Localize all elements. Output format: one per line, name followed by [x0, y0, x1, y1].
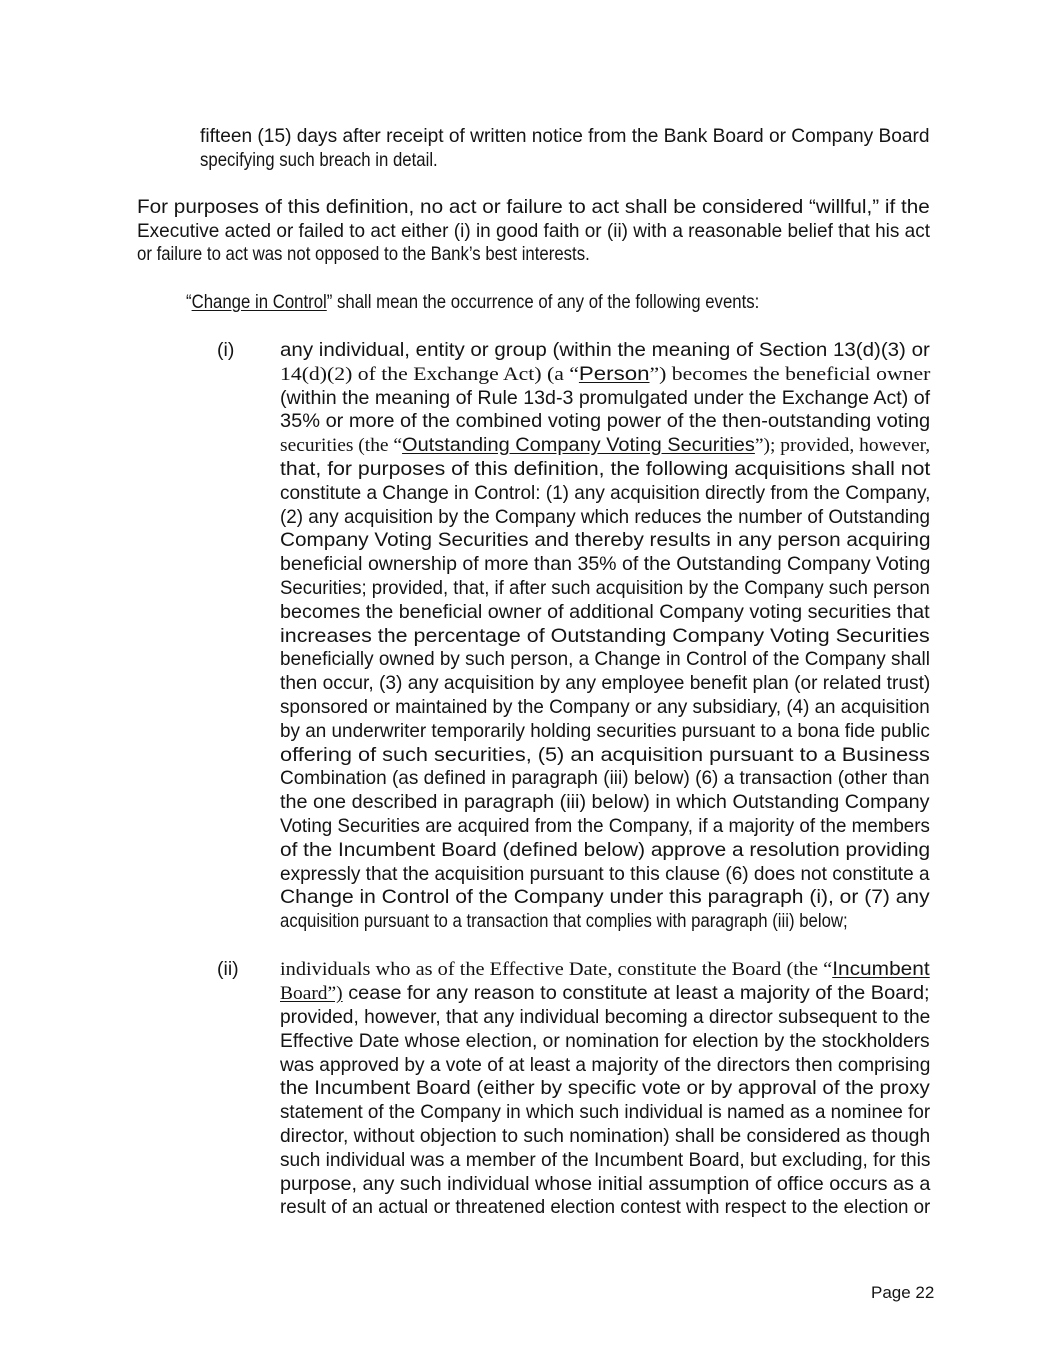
text-line: sponsored or maintained by the Company or any subsidiary, (4) an acquisition [280, 696, 930, 718]
open-quote: “ [186, 291, 192, 313]
text-segment: 14(d)(2) of the Exchange Act) (a “ [280, 364, 579, 385]
text-line: (2) any acquisition by the Company which reduces the number of Outstanding [280, 505, 931, 528]
text-line: by an underwriter temporarily holding securities pursuant to a bona fide public [280, 719, 930, 742]
text-line: that, for purposes of this definition, the following acquisitions shall not [280, 458, 931, 480]
text-line: offering of such securities, (5) an acquisition pursuant to a Business [280, 743, 930, 766]
text-line: becomes the beneficial owner of additional Company voting securities that [280, 600, 930, 623]
text-line: (within the meaning of Rule 13d-3 promulgated under the Exchange Act) of [280, 387, 931, 409]
text-line [280, 981, 930, 1006]
text-line: For purposes of this definition, no act or failure to act shall be considered “willful,” if the [137, 196, 930, 218]
text-segment: cease for any reason to constitute at least a majority of the Board; [342, 982, 930, 1004]
item-marker: (i) [217, 339, 235, 361]
text-segment: ”) becomes the beneficial owner [649, 364, 931, 385]
text-line: Voting Securities are acquired from the Company, if a majority of the members [280, 815, 930, 837]
text-segment: ”); provided, however, [754, 435, 931, 456]
text-segment: securities (the “ [280, 435, 403, 456]
text-line: Company Voting Securities and thereby results in any person acquiring [280, 529, 931, 552]
text-line: statement of the Company in which such individual is named as a nominee for [280, 1101, 931, 1124]
text-line: the one described in paragraph (iii) below) in which Outstanding Company [280, 791, 930, 814]
text-line: Securities; provided, that, if after such acquisition by the Company such person [280, 577, 930, 599]
text-line: or failure to act was not opposed to the Bank’s best interests. [137, 243, 590, 265]
text-line: Change in Control of the Company under this paragraph (i), or (7) any [280, 886, 930, 909]
text-line: constitute a Change in Control: (1) any acquisition directly from the Company, [280, 481, 931, 504]
text-line: acquisition pursuant to a transaction that complies with paragraph (iii) below; [280, 910, 848, 933]
text-line: Combination (as defined in paragraph (iii) below) (6) a transaction (other than [280, 767, 930, 790]
page-number: Page 22 [871, 1283, 935, 1302]
text-line: provided, however, that any individual becoming a director subsequent to the [280, 1006, 931, 1028]
defined-term-person: Person [578, 363, 650, 385]
text-line: beneficial ownership of more than 35% of the Outstanding Company Voting [280, 553, 931, 576]
text-line: specifying such breach in detail. [200, 149, 438, 171]
text-line: then occur, (3) any acquisition by any employee benefit plan (or related trust) [280, 672, 931, 695]
text-line: Effective Date whose election, or nomination for election by the stockholders [280, 1029, 930, 1052]
text-line: expressly that the acquisition pursuant to this clause (6) does not constitute a [280, 862, 930, 885]
defined-term-outstanding-company-voting-securities: Outstanding Company Voting Securities [402, 434, 755, 456]
defined-term-board: Board”) [280, 983, 343, 1004]
text-line: purpose, any such individual whose initial assumption of office occurs as a [280, 1172, 931, 1195]
text-line: such individual was a member of the Incumbent Board, but excluding, for this [280, 1148, 931, 1171]
text-line: Executive acted or failed to act either (i) in good faith or (ii) with a reasonable belief that his act [137, 220, 931, 242]
text-line [280, 433, 930, 458]
text-segment: individuals who as of the Effective Date, constitute the Board (the “ [280, 959, 833, 980]
defined-term-incumbent: Incumbent [832, 958, 930, 980]
text-line: 35% or more of the combined voting power of the then-outstanding voting [280, 410, 931, 432]
text-line: increases the percentage of Outstanding Company Voting Securities [280, 624, 930, 647]
text-line: beneficially owned by such person, a Change in Control of the Company shall [280, 648, 930, 671]
text-line: the Incumbent Board (either by specific vote or by approval of the proxy [280, 1077, 930, 1100]
text-line: of the Incumbent Board (defined below) approve a resolution providing [280, 838, 931, 861]
text-line: result of an actual or threatened election contest with respect to the election or [280, 1196, 931, 1219]
text-line: director, without objection to such nomination) shall be considered as though [280, 1125, 931, 1147]
text-line: was approved by a vote of at least a majority of the directors then comprising [280, 1053, 931, 1076]
text-line: any individual, entity or group (within the meaning of Section 13(d)(3) or [280, 339, 930, 361]
text-line: fifteen (15) days after receipt of written notice from the Bank Board or Company Board [200, 125, 930, 147]
change-in-control-definition [186, 290, 759, 314]
item-marker: (ii) [217, 958, 239, 980]
text-line [280, 362, 930, 387]
defined-term-change-in-control: Change in Control [191, 291, 327, 313]
text-line [280, 957, 930, 982]
definition-intro: ” shall mean the occurrence of any of the following events: [326, 291, 760, 313]
